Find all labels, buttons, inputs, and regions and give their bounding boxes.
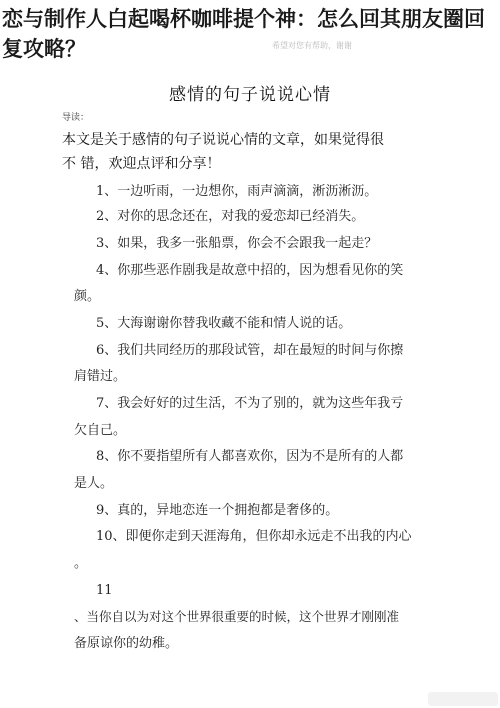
list-item-continuation: 是人。 <box>74 476 114 491</box>
list-item: 2、对你的思念还在，对我的爱恋却已经消失。 <box>96 209 365 224</box>
guide-label: 导读： <box>62 113 90 123</box>
list-item: 8、你不要指望所有人都喜欢你，因为不是所有的人都 <box>96 449 404 464</box>
list-item-continuation: 颜。 <box>74 289 101 304</box>
intro-line: 不 错，欢迎点评和分享！ <box>62 156 221 172</box>
list-item: 7、我会好好的过生活，不为了别的，就为这些年我亏 <box>96 396 404 411</box>
list-item-continuation: 欠自己。 <box>74 423 127 438</box>
list-item: 5、大海谢谢你替我收藏不能和情人说的话。 <box>96 316 352 331</box>
list-item-continuation: 备原谅你的幼稚。 <box>74 636 179 651</box>
list-item: 11 <box>96 583 113 598</box>
list-item: 3、如果，我多一张船票，你会不会跟我一起走？ <box>96 236 378 251</box>
intro-line: 本文是关于感情的句子说说心情的文章，如果觉得很 <box>62 132 384 148</box>
intro-paragraph <box>62 128 434 176</box>
overlay-title: 恋与制作人白起喝杯咖啡提个神：怎么回其朋友圈回复攻略？ <box>2 7 485 61</box>
list-item: 4、你那些恶作剧我是故意中招的，因为想看见你的笑 <box>96 263 404 278</box>
list-item-continuation: 。 <box>74 556 88 571</box>
list-item: 9、真的，异地恋连一个拥抱都是奢侈的。 <box>96 503 339 518</box>
list-item: 6、我们共同经历的那段试管，却在最短的时间与你擦 <box>96 343 404 358</box>
list-item: 、当你自以为对这个世界很重要的时候，这个世界才刚刚准 <box>74 609 400 624</box>
watermark-text: 希望对您有帮助，谢谢 <box>272 41 352 50</box>
list-item: 1、一边听雨，一边想你，雨声滴滴，淅沥淅沥。 <box>96 184 378 199</box>
corner-watermark <box>428 692 498 706</box>
document-title: 感情的句子说说心情 <box>169 85 331 105</box>
list-item-continuation: 肩错过。 <box>74 369 127 384</box>
list-item: 10、即便你走到天涯海角，但你却永远走不出我的内心 <box>96 529 412 544</box>
